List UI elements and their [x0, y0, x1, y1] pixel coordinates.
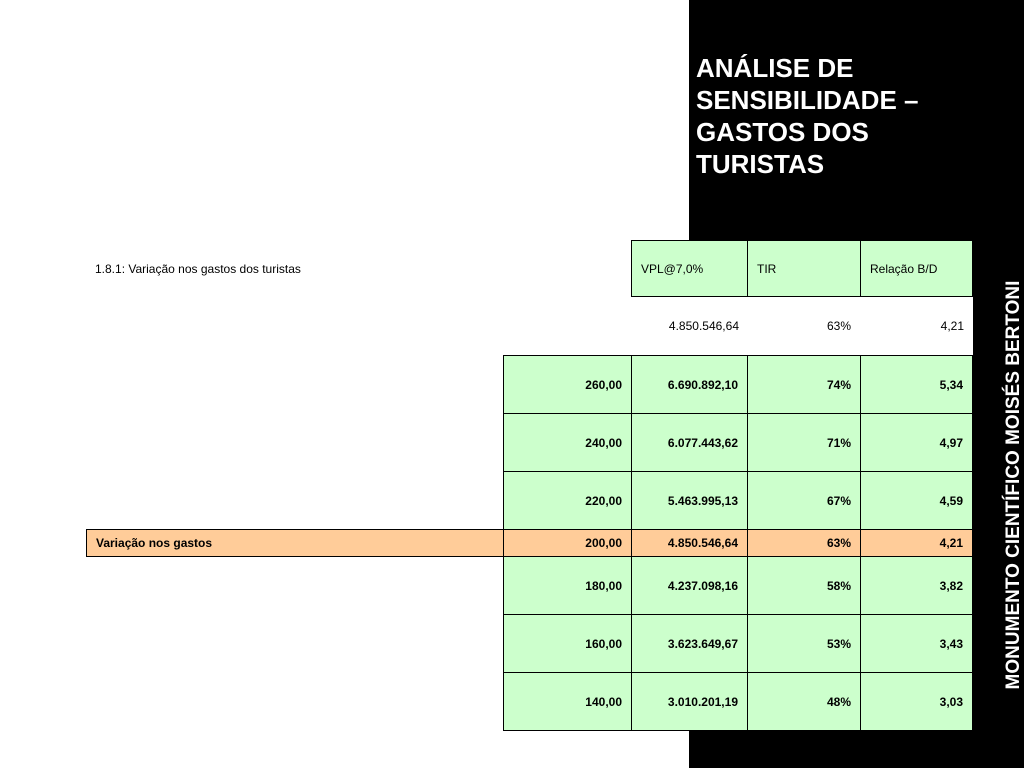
base-relacao-bd: 4,21 [860, 297, 973, 355]
row-bd-cell: 3,03 [860, 672, 973, 731]
row-bd-cell: 3,43 [860, 614, 973, 673]
row-gasto-cell: 160,00 [503, 614, 632, 673]
row-gasto-cell: 180,00 [503, 556, 632, 615]
row-vpl-cell: 4.237.098,16 [631, 556, 748, 615]
row-gasto-cell: 260,00 [503, 355, 632, 414]
row-bd-cell: 5,34 [860, 355, 973, 414]
header-relacao-bd: Relação B/D [860, 240, 973, 297]
row-tir-cell: 48% [747, 672, 861, 731]
table-subtitle: 1.8.1: Variação nos gastos dos turistas [86, 240, 631, 297]
row-tir-cell: 63% [747, 529, 861, 557]
row-vpl-cell: 3.623.649,67 [631, 614, 748, 673]
row-bd-cell: 3,82 [860, 556, 973, 615]
side-title-text: MONUMENTO CIENTÍFICO MOISÉS BERTONI [1003, 280, 1024, 690]
row-vpl-cell: 6.077.443,62 [631, 413, 748, 472]
side-title [994, 240, 1024, 730]
row-bd-cell: 4,21 [860, 529, 973, 557]
row-tir-cell: 74% [747, 355, 861, 414]
slide-title: ANÁLISE DE SENSIBILIDADE – GASTOS DOS TURISTAS [696, 53, 919, 179]
row-tir-cell: 58% [747, 556, 861, 615]
row-bd-cell: 4,59 [860, 471, 973, 530]
row-gasto-cell: 200,00 [503, 529, 632, 557]
row-vpl-cell: 5.463.995,13 [631, 471, 748, 530]
header-vpl: VPL@7,0% [631, 240, 748, 297]
row-gasto-cell: 240,00 [503, 413, 632, 472]
row-tir-cell: 53% [747, 614, 861, 673]
row-vpl-cell: 4.850.546,64 [631, 529, 748, 557]
header-tir: TIR [747, 240, 861, 297]
row-tir-cell: 67% [747, 471, 861, 530]
variacao-label: Variação nos gastos [86, 529, 504, 557]
row-vpl-cell: 3.010.201,19 [631, 672, 748, 731]
base-tir: 63% [748, 297, 860, 355]
row-tir-cell: 71% [747, 413, 861, 472]
row-gasto-cell: 220,00 [503, 471, 632, 530]
row-vpl-cell: 6.690.892,10 [631, 355, 748, 414]
base-vpl: 4.850.546,64 [631, 297, 748, 355]
row-gasto-cell: 140,00 [503, 672, 632, 731]
row-bd-cell: 4,97 [860, 413, 973, 472]
